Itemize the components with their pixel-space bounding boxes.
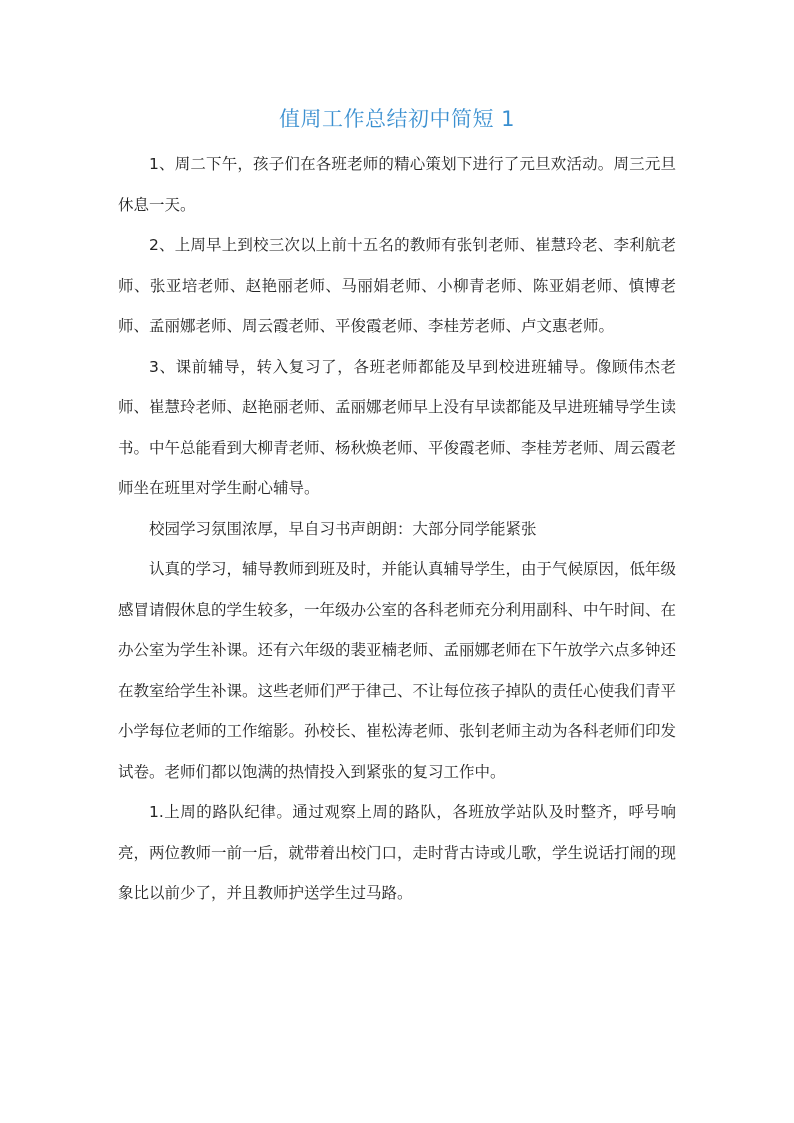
paragraph-5: 认真的学习，辅导教师到班及时，并能认真辅导学生，由于气候原因，低年级感冒请假休息的学生较多，一年级办公室的各科老师充分利用副科、中午时间、在办公室为学生补课。还有六年级的裴亚楠老师、孟丽娜老师在下午放学六点多钟还在教室给学生补课。这些老师们严于律己、不让每位孩子掉队的责任心使我们青平小学每位老师的工作缩影。孙校长、崔松涛老师、张钊老师主动为各科老师们印发试卷。老师们都以饱满的热情投入到紧张的复习工作中。 (118, 560, 677, 781)
paragraph-2: 2、上周早上到校三次以上前十五名的教师有张钊老师、崔慧玲老、李利航老师、张亚培老师、赵艳丽老师、马丽娟老师、小柳青老师、陈亚娟老师、慎博老师、孟丽娜老师、周云霞老师、平俊霞老师、李桂芳老师、卢文惠老师。 (118, 236, 676, 335)
paragraph-3: 3、课前辅导，转入复习了，各班老师都能及早到校进班辅导。像顾伟杰老师、崔慧玲老师、赵艳丽老师、孟丽娜老师早上没有早读都能及早进班辅导学生读书。中午总能看到大柳青老师、杨秋焕老师、平俊霞老师、李桂芳老师、周云霞老师坐在班里对学生耐心辅导。 (118, 357, 677, 497)
document-body (118, 144, 676, 914)
paragraph-6: 1.上周的路队纪律。通过观察上周的路队，各班放学站队及时整齐，呼号响亮，两位教师一前一后，就带着出校门口，走时背古诗或儿歌，学生说话打闹的现象比以前少了，并且教师护送学生过马路。 (118, 803, 677, 902)
paragraph-1: 1、周二下午，孩子们在各班老师的精心策划下进行了元旦欢活动。周三元旦休息一天。 (118, 155, 676, 214)
paragraph-4: 校园学习氛围浓厚，早自习书声朗朗：大部分同学能紧张 (149, 519, 537, 538)
document-title: 值周工作总结初中简短 1 (278, 107, 516, 131)
